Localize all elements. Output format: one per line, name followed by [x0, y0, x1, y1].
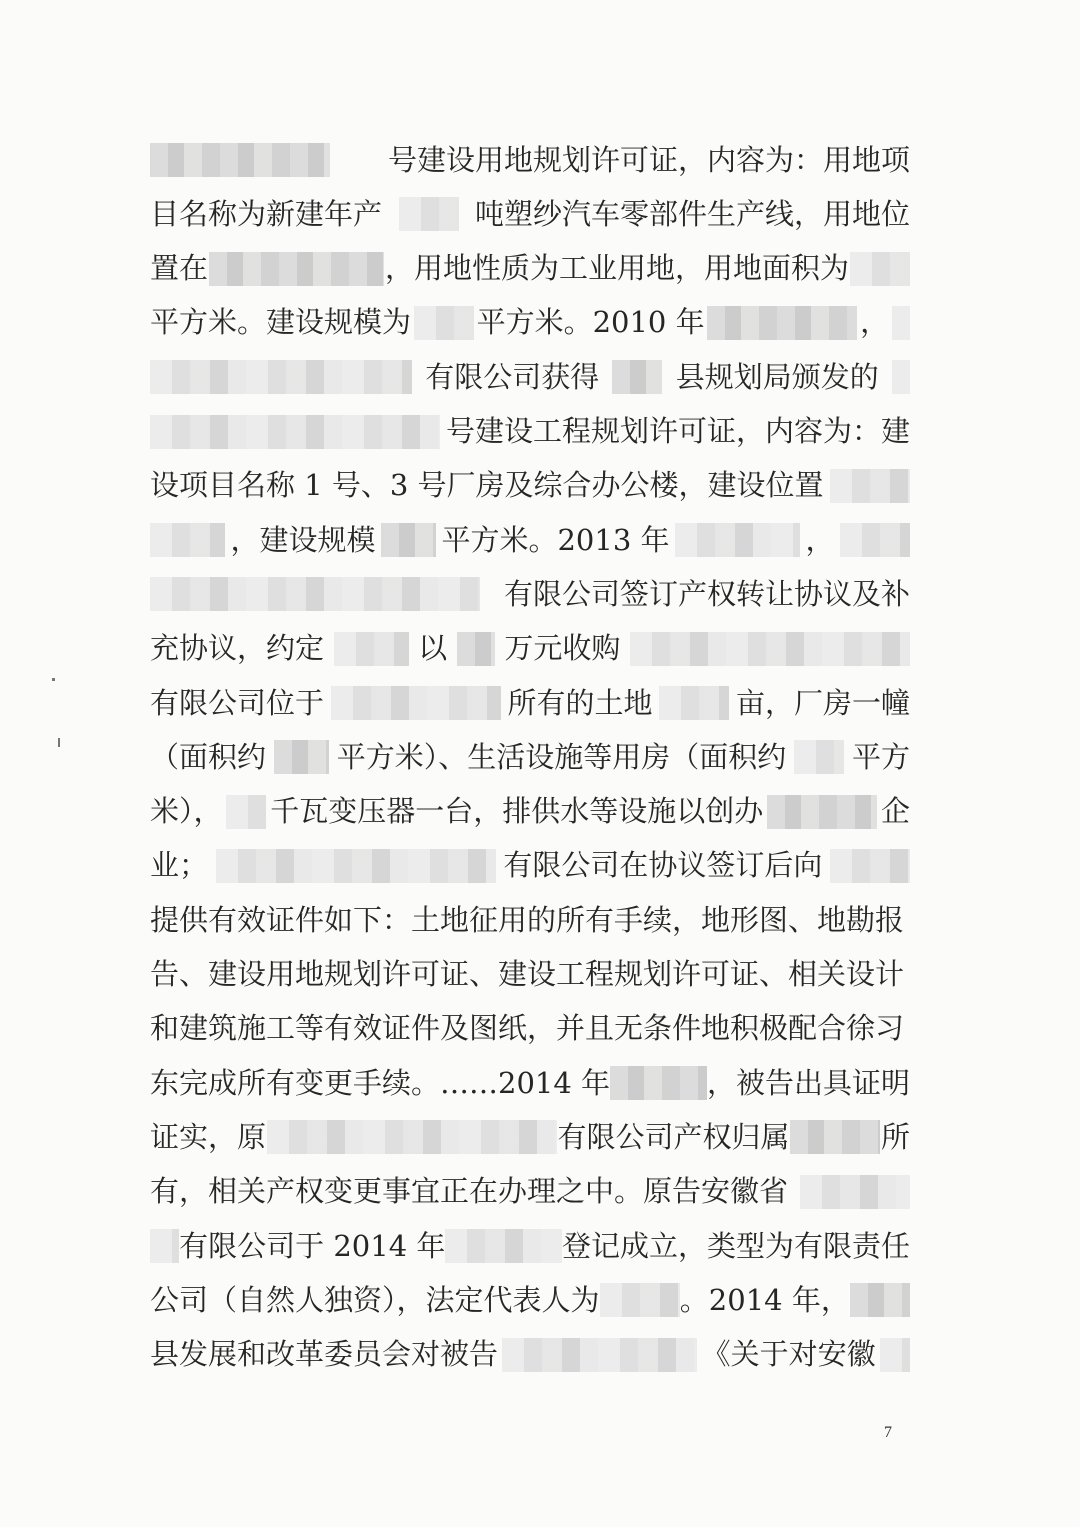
text-line	[150, 948, 910, 1002]
text-segment: 有限公司签订产权转让协议及补	[503, 576, 910, 611]
text-segment: 千瓦变压器一台，排供水等设施以创办	[270, 794, 764, 829]
redacted-block	[414, 306, 474, 340]
text-segment: 平方	[851, 739, 910, 774]
text-segment: 东完成所有变更手续。……2014 年	[150, 1065, 611, 1100]
redacted-block	[790, 1120, 880, 1154]
text-line	[150, 893, 910, 947]
redacted-block	[830, 849, 910, 883]
text-line	[150, 730, 910, 784]
text-segment: 有限公司于 2014 年	[179, 1228, 446, 1263]
redacted-block	[457, 632, 495, 666]
redacted-block	[892, 306, 910, 340]
text-segment: 登记成立，类型为有限责任	[561, 1228, 910, 1263]
text-segment: 平方米）、生活设施等用房（面积约	[336, 739, 787, 774]
redacted-block	[445, 1229, 562, 1263]
redacted-block	[150, 1229, 179, 1263]
text-line	[150, 405, 910, 459]
text-line	[150, 242, 910, 296]
redacted-block	[331, 686, 501, 720]
redacted-block	[209, 252, 384, 286]
text-line	[150, 1219, 910, 1273]
redacted-block	[610, 1066, 707, 1100]
text-segment: 有限公司位于	[150, 685, 325, 720]
text-segment: 号建设用地规划许可证，内容为：用地项	[387, 142, 910, 177]
text-segment: ，	[805, 522, 835, 557]
text-line	[150, 513, 910, 567]
text-segment: 所	[880, 1119, 910, 1154]
text-segment: 企	[880, 794, 910, 829]
text-segment: 和建筑施工等有效证件及图纸，并且无条件地积极配合徐习	[150, 1011, 905, 1046]
redacted-block	[659, 686, 729, 720]
redacted-block	[880, 1338, 910, 1372]
text-segment: 平方米。2013 年	[441, 522, 670, 557]
text-line	[150, 622, 910, 676]
redacted-block	[800, 1175, 910, 1209]
text-line	[150, 133, 910, 187]
text-segment: 置在	[150, 251, 209, 286]
redacted-block	[675, 523, 800, 557]
text-segment: 以	[418, 631, 448, 666]
text-segment: 有限公司获得	[425, 359, 600, 394]
text-line	[150, 1056, 910, 1110]
redacted-block	[150, 143, 330, 177]
redacted-block	[840, 523, 910, 557]
text-segment: 有，相关产权变更事宜正在办理之中。原告安徽省	[150, 1174, 789, 1209]
text-segment: 目名称为新建年产	[150, 196, 383, 231]
text-line	[150, 839, 910, 893]
redacted-block	[794, 740, 844, 774]
redacted-block	[502, 1338, 697, 1372]
redacted-block	[612, 360, 662, 394]
redacted-block	[267, 1120, 557, 1154]
text-segment: 有限公司在协议签订后向	[503, 848, 823, 883]
scan-speck	[52, 678, 55, 681]
text-segment: 告、建设用地规划许可证、建设工程规划许可证、相关设计	[150, 957, 905, 991]
text-segment: 业；	[150, 848, 209, 883]
text-segment: 万元收购	[504, 631, 621, 666]
text-line	[150, 187, 910, 241]
text-segment: 号建设工程规划许可证，内容为：建	[445, 414, 910, 448]
text-line	[150, 296, 910, 350]
redacted-block	[707, 306, 857, 340]
scan-speck	[58, 738, 60, 747]
text-segment: 公司（自然人独资），法定代表人为	[150, 1282, 600, 1317]
text-segment: 亩，厂房一幢	[735, 685, 910, 720]
redacted-block	[216, 849, 496, 883]
redacted-block	[150, 577, 480, 611]
text-segment: ，	[860, 305, 890, 340]
text-segment: 设项目名称 1 号、3 号厂房及综合办公楼，建设位置	[150, 468, 824, 503]
text-segment: 县规划局颁发的	[675, 359, 879, 394]
text-segment: （面积约	[150, 739, 267, 774]
text-line	[150, 459, 910, 513]
text-line	[150, 1328, 910, 1382]
text-line	[150, 676, 910, 730]
text-segment: 。2014 年，	[679, 1282, 850, 1317]
text-segment: 平方米。2010 年	[476, 305, 705, 340]
text-line	[150, 1110, 910, 1164]
redacted-block	[150, 415, 440, 449]
text-segment: 平方米。建设规模为	[150, 305, 412, 340]
text-line	[150, 785, 910, 839]
redacted-block	[399, 197, 459, 231]
redacted-block	[850, 252, 910, 286]
redacted-block	[381, 523, 436, 557]
text-segment: 县发展和改革委员会对被告	[150, 1337, 499, 1372]
text-segment: 有限公司产权归属	[557, 1119, 790, 1154]
text-line	[150, 1002, 910, 1056]
text-segment: 《关于对安徽	[701, 1337, 876, 1372]
redacted-block	[150, 360, 412, 394]
redacted-block	[630, 632, 910, 666]
redacted-block	[850, 1283, 910, 1317]
redacted-block	[274, 740, 329, 774]
redacted-block	[334, 632, 409, 666]
text-segment: ，被告出具证明	[706, 1065, 910, 1100]
page-number: 7	[884, 1424, 892, 1441]
redacted-block	[767, 795, 877, 829]
text-segment: 吨塑纱汽车零部件生产线，用地位	[474, 196, 910, 231]
redacted-block	[226, 795, 266, 829]
text-line	[150, 567, 910, 621]
text-line	[150, 1273, 910, 1327]
redacted-block	[150, 523, 225, 557]
text-segment: 证实，原	[150, 1119, 267, 1154]
redacted-block	[892, 360, 910, 394]
text-segment: 充协议，约定	[150, 631, 325, 666]
text-segment: 提供有效证件如下：土地征用的所有手续，地形图、地勘报	[150, 902, 905, 937]
text-segment: 米），	[150, 794, 223, 829]
text-segment: 所有的土地	[507, 685, 653, 720]
redacted-block	[830, 469, 910, 503]
text-segment: ，用地性质为工业用地，用地面积为	[384, 251, 849, 286]
redacted-block	[600, 1283, 680, 1317]
text-segment: ，建设规模	[230, 522, 376, 557]
text-line	[150, 1165, 910, 1219]
text-line	[150, 350, 910, 404]
